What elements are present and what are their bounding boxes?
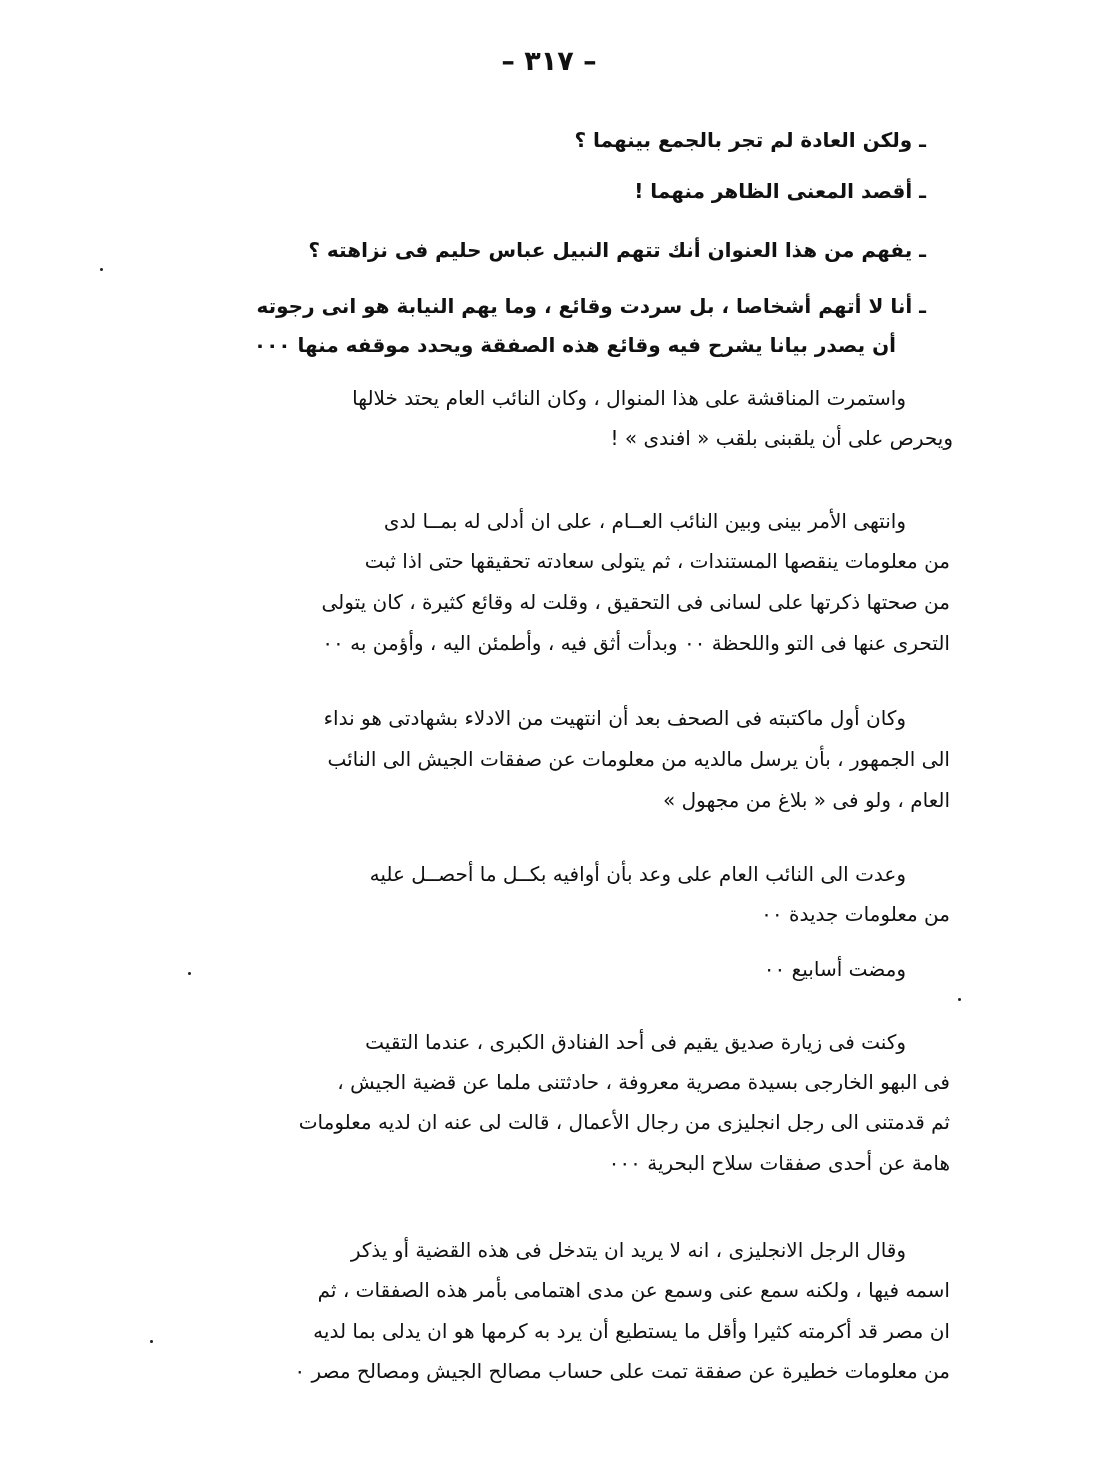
paragraph-line: ثم قدمتنى الى رجل انجليزى من رجال الأعمال ، قالت لى عنه ان لديه معلومات: [298, 1110, 950, 1134]
paragraph-line: هامة عن أحدى صفقات سلاح البحرية ٠٠٠: [608, 1151, 950, 1175]
scan-speck: [188, 972, 191, 975]
paragraph-line: وكنت فى زيارة صديق يقيم فى أحد الفنادق الكبرى ، عندما التقيت: [365, 1030, 906, 1054]
dialogue-line: أن يصدر بيانا يشرح فيه وقائع هذه الصفقة ويحدد موقفه منها ٠٠٠: [253, 333, 896, 357]
paragraph-line: فى البهو الخارجى بسيدة مصرية معروفة ، حادثتنى ملما عن قضية الجيش ،: [337, 1070, 950, 1094]
paragraph-line: ومضت أسابيع ٠٠: [763, 957, 906, 981]
paragraph-line: من معلومات خطيرة عن صفقة تمت على حساب مصالح الجيش ومصالح مصر ٠: [294, 1359, 950, 1383]
paragraph-line: وانتهى الأمر بينى وبين النائب العــام ، على ان أدلى له بمــا لدى: [383, 509, 906, 533]
scan-speck: [100, 268, 103, 271]
scan-speck: [958, 998, 961, 1001]
paragraph-line: وقال الرجل الانجليزى ، انه لا يريد ان يتدخل فى هذه القضية أو يذكر: [350, 1238, 906, 1262]
dialogue-line: ـ يفهم من هذا العنوان أنك تتهم النبيل عباس حليم فى نزاهته ؟: [308, 238, 926, 262]
paragraph-line: من معلومات جديدة ٠٠: [761, 902, 950, 926]
paragraph-line: التحرى عنها فى التو واللحظة ٠٠ وبدأت أثق فيه ، وأطمئن اليه ، وأؤمن به ٠٠: [322, 631, 950, 655]
paragraph-line: الى الجمهور ، بأن يرسل مالديه من معلومات عن صفقات الجيش الى النائب: [327, 747, 950, 771]
paragraph-line: من معلومات ينقصها المستندات ، ثم يتولى سعادته تحقيقها حتى اذا ثبت: [364, 549, 950, 573]
paragraph-line: اسمه فيها ، ولكنه سمع عنى وسمع عن مدى اهتمامى بأمر هذه الصفقات ، ثم: [317, 1278, 950, 1302]
dialogue-line: ـ أنا لا أتهم أشخاصا ، بل سردت وقائع ، وما يهم النيابة هو انى رجوته: [256, 294, 926, 318]
paragraph-line: واستمرت المناقشة على هذا المنوال ، وكان النائب العام يحتد خلالها: [352, 386, 906, 410]
paragraph-line: من صحتها ذكرتها على لسانى فى التحقيق ، وقلت له وقائع كثيرة ، كان يتولى: [321, 590, 950, 614]
dialogue-line: ـ ولكن العادة لم تجر بالجمع بينهما ؟: [574, 128, 926, 152]
dialogue-line: ـ أقصد المعنى الظاهر منهما !: [634, 179, 926, 203]
paragraph-line: ان مصر قد أكرمته كثيرا وأقل ما يستطيع أن يرد به كرمها هو ان يدلى بما لديه: [313, 1319, 950, 1343]
scan-speck: [150, 1340, 153, 1343]
page-number: – ٣١٧ –: [501, 46, 597, 77]
paragraph-line: ويحرص على أن يلقبنى بلقب « افندى » !: [610, 426, 953, 450]
paragraph-line: وعدت الى النائب العام على وعد بأن أوافيه بكــل ما أحصــل عليه: [369, 862, 906, 886]
paragraph-line: العام ، ولو فى « بلاغ من مجهول »: [663, 788, 950, 812]
paragraph-line: وكان أول ماكتبته فى الصحف بعد أن انتهيت من الادلاء بشهادتى هو نداء: [323, 706, 906, 730]
